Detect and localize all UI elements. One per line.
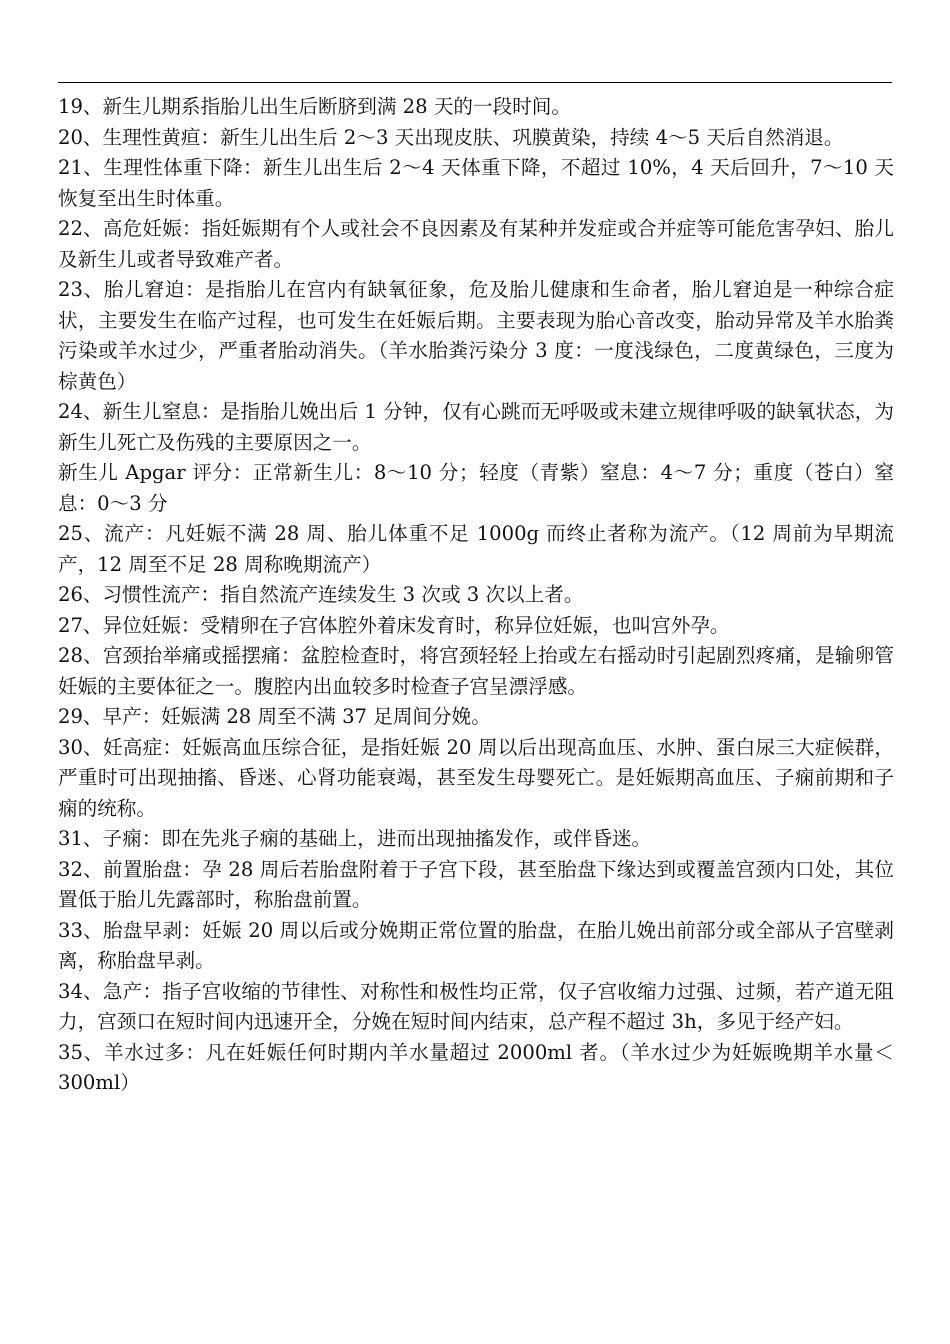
term-33: 33、胎盘早剥：妊娠 20 周以后或分娩期正常位置的胎盘，在胎儿娩出前部分或全部从子宫壁剥离，称胎盘早剥。 xyxy=(58,918,894,972)
term-20: 20、生理性黄疸：新生儿出生后 2～3 天出现皮肤、巩膜黄染，持续 4～5 天后自然消退。 xyxy=(58,125,844,149)
term-31: 31、子痫：即在先兆子痫的基础上，进而出现抽搐发作，或伴昏迷。 xyxy=(58,827,652,850)
term-30: 30、妊高症：妊娠高血压综合征，是指妊娠 20 周以后出现高血压、水肿、蛋白尿三大症候群，严重时可出现抽搐、昏迷、心肾功能衰竭，甚至发生母婴死亡。是妊娠期高血压、子痫前期和子痫的统称。 xyxy=(58,735,894,820)
term-26: 26、习惯性流产：指自然流产连续发生 3 次或 3 次以上者。 xyxy=(58,583,584,606)
term-21: 21、生理性体重下降：新生儿出生后 2～4 天体重下降，不超过 10%，4 天后回升，7～10 天恢复至出生时体重。 xyxy=(58,156,894,210)
term-23: 23、胎儿窘迫：是指胎儿在宫内有缺氧征象，危及胎儿健康和生命者，胎儿窘迫是一种综合症状，主要发生在临产过程，也可发生在妊娠后期。主要表现为胎心音改变，胎动异常及羊水胎粪污染或羊水过少，严重者胎动消失。（羊水胎粪污染分 3 度：一度浅绿色，二度黄绿色，三度为棕黄色） xyxy=(58,278,894,393)
term-27: 27、异位妊娠：受精卵在子宫体腔外着床发育时，称异位妊娠，也叫宫外孕。 xyxy=(58,613,730,637)
apgar-score-note: 新生儿 Apgar 评分：正常新生儿：8～10 分；轻度（青紫）窒息：4～7 分；重度（苍白）窒息：0～3 分 xyxy=(58,461,894,515)
document-body xyxy=(58,92,894,1099)
term-28: 28、宫颈抬举痛或摇摆痛：盆腔检查时，将宫颈轻轻上抬或左右摇动时引起剧烈疼痛，是输卵管妊娠的主要体征之一。腹腔内出血较多时检查子宫呈漂浮感。 xyxy=(58,644,894,698)
term-34: 34、急产：指子宫收缩的节律性、对称性和极性均正常，仅子宫收缩力过强、过频，若产道无阻力，宫颈口在短时间内迅速开全，分娩在短时间内结束，总产程不超过 3h，多见于经产妇。 xyxy=(58,979,894,1033)
term-35: 35、羊水过多：凡在妊娠任何时期内羊水量超过 2000ml 者。（羊水过少为妊娠晚期羊水量＜300ml） xyxy=(58,1040,894,1094)
term-25: 25、流产：凡妊娠不满 28 周、胎儿体重不足 1000g 而终止者称为流产。（12 周前为早期流产，12 周至不足 28 周称晚期流产） xyxy=(58,522,894,576)
header-rule xyxy=(58,82,892,83)
term-24: 24、新生儿窒息：是指胎儿娩出后 1 分钟，仅有心跳而无呼吸或未建立规律呼吸的缺氧状态，为新生儿死亡及伤残的主要原因之一。 xyxy=(58,400,894,454)
term-32: 32、前置胎盘：孕 28 周后若胎盘附着于子宫下段，甚至胎盘下缘达到或覆盖宫颈内口处，其位置低于胎儿先露部时，称胎盘前置。 xyxy=(58,857,894,911)
term-19: 19、新生儿期系指胎儿出生后断脐到满 28 天的一段时间。 xyxy=(58,95,571,118)
term-29: 29、早产：妊娠满 28 周至不满 37 足周间分娩。 xyxy=(58,705,491,728)
term-22: 22、高危妊娠：指妊娠期有个人或社会不良因素及有某种并发症或合并症等可能危害孕妇、胎儿及新生儿或者导致难产者。 xyxy=(58,217,894,271)
